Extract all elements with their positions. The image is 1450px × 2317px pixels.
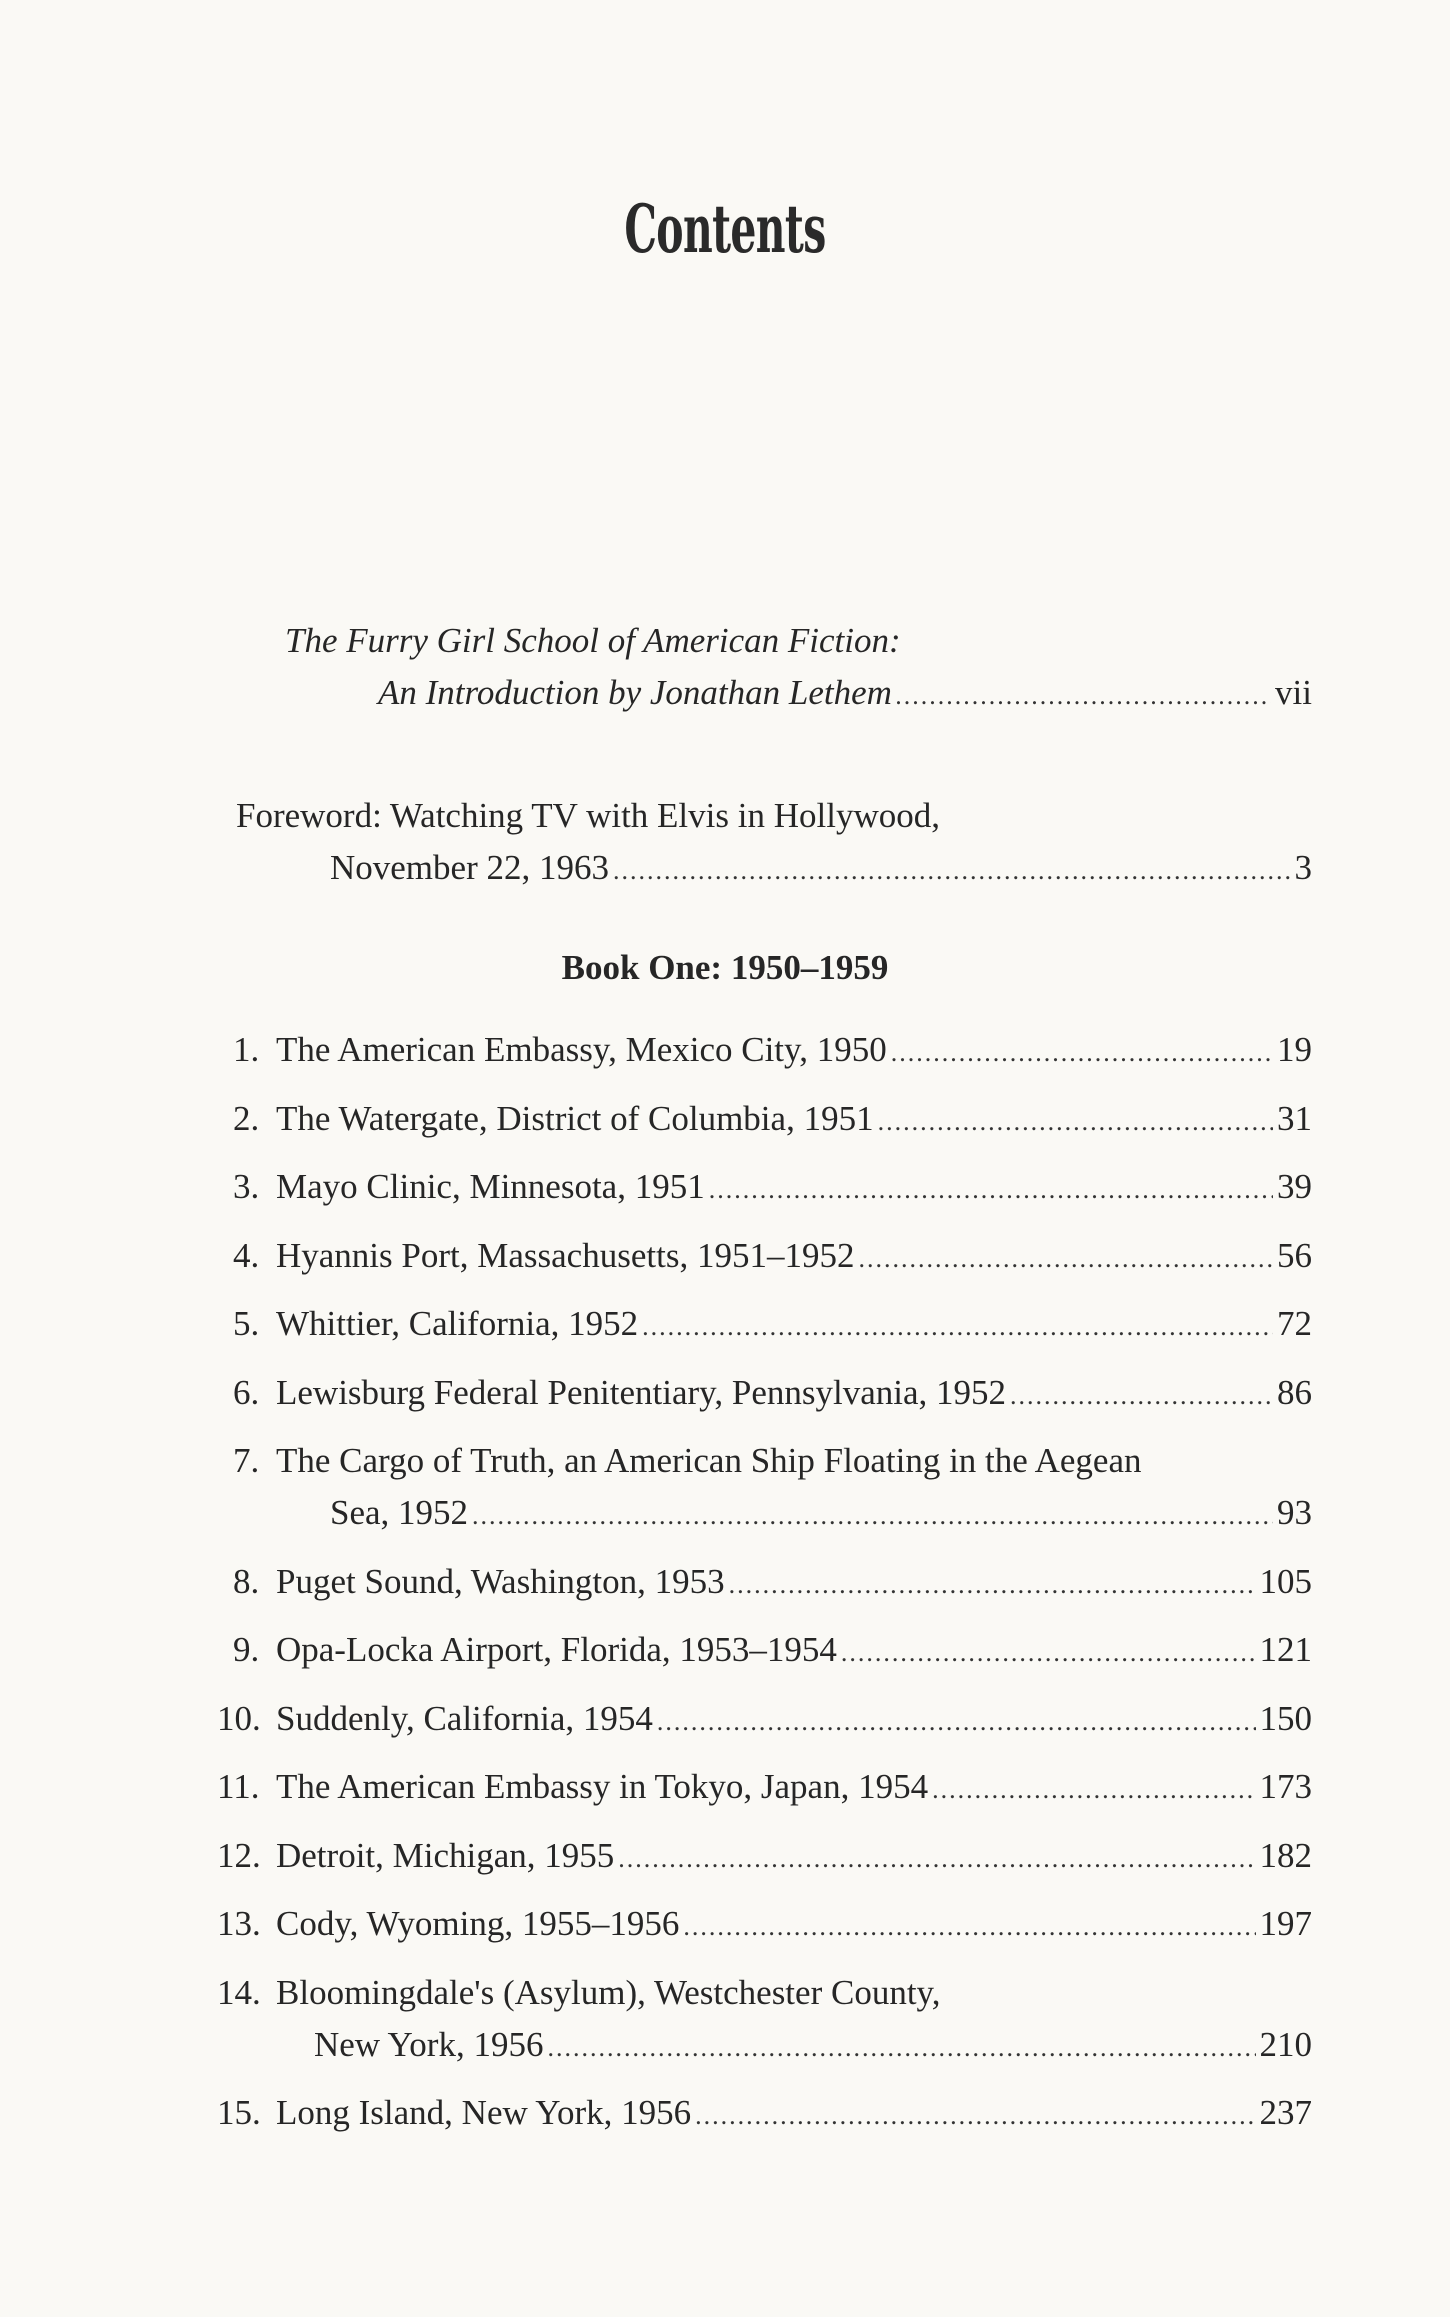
- page-number: 182: [1259, 1835, 1312, 1875]
- entry-title-line1: The Cargo of Truth, an American Ship Floating in the Aegean: [276, 1441, 1142, 1480]
- entry-title-with-leader: [276, 1024, 1312, 1076]
- entry-title: The American Embassy in Tokyo, Japan, 1954: [276, 1767, 929, 1806]
- entry-title-line2-with-leader: [314, 2019, 1312, 2071]
- chapter-number: 15.: [217, 2093, 261, 2132]
- dot-leader: [472, 1490, 1273, 1542]
- entry-title-with-leader: [276, 1367, 1312, 1419]
- entry-title-with-leader: [276, 1693, 1312, 1745]
- chapter-number: 14.: [217, 1972, 261, 2012]
- dot-leader: [683, 1901, 1255, 1953]
- dot-leader: [547, 2022, 1255, 2074]
- entry-title: Opa-Locka Airport, Florida, 1953–1954: [276, 1630, 837, 1669]
- chapter-number: 9.: [233, 1630, 260, 1669]
- page-number: 197: [1259, 1904, 1312, 1943]
- entry-title-with-leader: [276, 1830, 1312, 1882]
- entry-title-line2-with-leader: [330, 842, 1312, 894]
- dot-leader: [891, 1027, 1273, 1079]
- dot-leader: [613, 845, 1291, 897]
- entry-title-line2: An Introduction by Jonathan Lethem: [378, 673, 892, 712]
- page-number: 93: [1277, 1493, 1312, 1532]
- page-number: 19: [1277, 1030, 1312, 1069]
- page-number: 56: [1277, 1235, 1312, 1275]
- entry-title: Lewisburg Federal Penitentiary, Pennsylvania, 1952: [276, 1372, 1006, 1412]
- entry-title-with-leader: [276, 1898, 1312, 1950]
- entry-title: Whittier, California, 1952: [276, 1304, 639, 1343]
- chapter-number: 5.: [233, 1304, 260, 1343]
- dot-leader: [1010, 1370, 1273, 1422]
- entry-title-line2: Sea, 1952: [330, 1493, 469, 1532]
- dot-leader: [709, 1164, 1273, 1216]
- chapter-number: 8.: [233, 1561, 260, 1601]
- page-number: 237: [1259, 2093, 1312, 2132]
- entry-title-with-leader: [276, 1230, 1312, 1282]
- dot-leader: [618, 1833, 1255, 1885]
- dot-leader: [858, 1233, 1273, 1285]
- entry-title-line1: Bloomingdale's (Asylum), Westchester County,: [276, 1972, 941, 2012]
- book-heading: Book One: 1950–1959: [561, 948, 889, 987]
- page-number: 150: [1259, 1698, 1312, 1738]
- dot-leader: [841, 1627, 1256, 1679]
- page-number: 173: [1259, 1767, 1312, 1806]
- dot-leader: [896, 670, 1271, 722]
- dot-leader: [695, 2090, 1255, 2142]
- dot-leader: [642, 1301, 1273, 1353]
- chapter-number: 3.: [233, 1167, 260, 1206]
- entry-title-line2-with-leader: [330, 1487, 1312, 1539]
- entry-title-line2: November 22, 1963: [330, 848, 609, 887]
- dot-leader: [729, 1559, 1256, 1611]
- entry-title-with-leader: [276, 1761, 1312, 1813]
- entry-title: Mayo Clinic, Minnesota, 1951: [276, 1167, 705, 1206]
- chapter-number: 7.: [233, 1441, 260, 1480]
- page-number: 3: [1294, 848, 1312, 887]
- entry-title-line2-with-leader: [378, 667, 1312, 719]
- entry-title: Hyannis Port, Massachusetts, 1951–1952: [276, 1235, 855, 1275]
- entry-title-with-leader: [276, 1556, 1312, 1608]
- page-number: 210: [1259, 2024, 1312, 2064]
- entry-title: Suddenly, California, 1954: [276, 1698, 653, 1738]
- entry-title: The Watergate, District of Columbia, 1951: [276, 1098, 874, 1138]
- entry-title: Detroit, Michigan, 1955: [276, 1835, 615, 1875]
- entry-title-with-leader: [276, 1624, 1312, 1676]
- chapter-number: 10.: [217, 1698, 261, 1738]
- page-number: 72: [1277, 1304, 1312, 1343]
- chapter-number: 12.: [217, 1835, 261, 1875]
- chapter-number: 11.: [217, 1767, 260, 1806]
- entry-title-line2: New York, 1956: [314, 2024, 544, 2064]
- chapter-number: 6.: [233, 1372, 260, 1412]
- page-number: 86: [1277, 1372, 1312, 1412]
- page-number: 105: [1259, 1561, 1312, 1601]
- entry-title: Long Island, New York, 1956: [276, 2093, 692, 2132]
- entry-title-with-leader: [276, 1093, 1312, 1145]
- entry-title-line1: Foreword: Watching TV with Elvis in Hollywood,: [236, 796, 940, 835]
- entry-title-line1: The Furry Girl School of American Fiction:: [285, 621, 901, 660]
- page-title: Contents: [624, 190, 826, 268]
- entry-title: Puget Sound, Washington, 1953: [276, 1561, 725, 1601]
- entry-title-with-leader: [276, 2087, 1312, 2139]
- page-number: 121: [1259, 1630, 1312, 1669]
- chapter-number: 4.: [233, 1235, 260, 1275]
- entry-title-with-leader: [276, 1161, 1312, 1213]
- dot-leader: [878, 1096, 1273, 1148]
- chapter-number: 13.: [217, 1904, 261, 1943]
- entry-title-with-leader: [276, 1298, 1312, 1350]
- chapter-number: 2.: [233, 1098, 260, 1138]
- dot-leader: [657, 1696, 1256, 1748]
- entry-title: The American Embassy, Mexico City, 1950: [276, 1030, 887, 1069]
- chapter-number: 1.: [233, 1030, 260, 1069]
- dot-leader: [932, 1764, 1255, 1816]
- page-number: vii: [1275, 673, 1312, 712]
- page-number: 31: [1277, 1098, 1312, 1138]
- entry-title: Cody, Wyoming, 1955–1956: [276, 1904, 680, 1943]
- page-number: 39: [1277, 1167, 1312, 1206]
